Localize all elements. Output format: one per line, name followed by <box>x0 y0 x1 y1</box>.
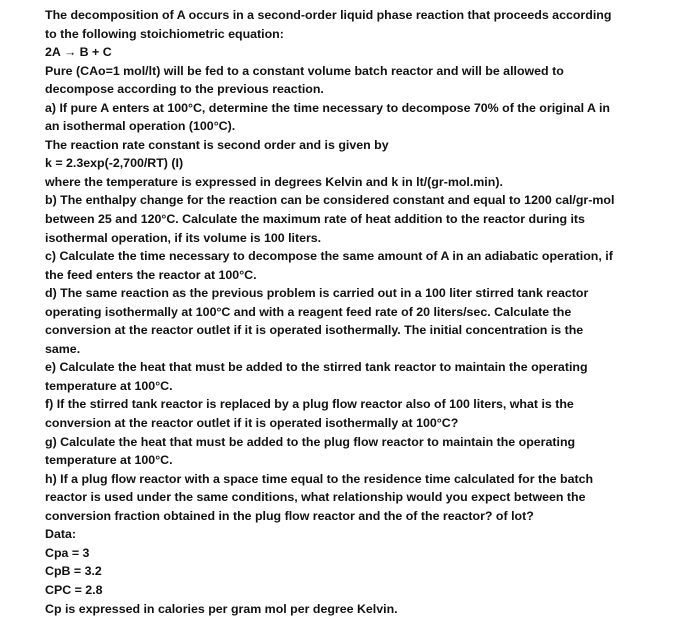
text-line: The decomposition of A occurs in a second-order liquid phase reaction that proceeds according <box>45 8 612 22</box>
text-line: isothermal operation, if its volume is 100 liters. <box>45 230 322 245</box>
rate-constant-equation: k = 2.3exp(-2,700/RT) (I) <box>45 156 184 171</box>
text-line: between 25 and 120°C. Calculate the maximum rate of heat addition to the reactor during its <box>45 212 585 227</box>
question-h: h) If a plug flow reactor with a space time equal to the residence time calculated for the batch <box>45 471 594 486</box>
text-line: reactor is used under the same conditions, what relationship would you expect between the <box>45 490 586 505</box>
question-f: f) If the stirred tank reactor is replaced by a plug flow reactor also of 100 liters, what is the <box>45 397 574 412</box>
text-line: conversion at the reactor outlet if it is operated isothermally at 100°C? <box>45 416 459 431</box>
data-cpa: Cpa = 3 <box>45 545 90 560</box>
question-b: b) The enthalpy change for the reaction can be considered constant and equal to 1200 cal/gr-mol <box>45 193 615 208</box>
question-e: e) Calculate the heat that must be added to the stirred tank reactor to maintain the operating <box>45 360 588 375</box>
text-line: temperature at 100°C. <box>45 378 173 393</box>
text-line: operating isothermally at 100°C and with a reagent feed rate of 20 liters/sec. Calculate the <box>45 304 572 319</box>
text-line: where the temperature is expressed in degrees Kelvin and k in lt/(gr-mol.min). <box>45 174 503 189</box>
question-g: g) Calculate the heat that must be added to the plug flow reactor to maintain the operating <box>45 434 576 449</box>
text-line: conversion at the reactor outlet if it is operated isothermally. The initial concentration is the <box>45 323 584 338</box>
text-line: an isothermal operation (100°C). <box>45 119 236 134</box>
text-line: to the following stoichiometric equation: <box>45 26 284 41</box>
text-line: temperature at 100°C. <box>45 453 173 468</box>
question-d: d) The same reaction as the previous problem is carried out in a 100 liter stirred tank reactor <box>45 286 589 301</box>
stoichiometric-equation: 2A → B + C <box>45 45 112 60</box>
text-line: Pure (CAo=1 mol/lt) will be fed to a constant volume batch reactor and will be allowed to <box>45 63 564 78</box>
problem-text <box>45 6 685 618</box>
data-units-note: Cp is expressed in calories per gram mol per degree Kelvin. <box>45 601 398 616</box>
question-c: c) Calculate the time necessary to decompose the same amount of A in an adiabatic operation, if <box>45 249 613 264</box>
text-line: same. <box>45 341 81 356</box>
text-line: decompose according to the previous reaction. <box>45 82 324 97</box>
text-line: conversion fraction obtained in the plug flow reactor and the of the reactor? of lot? <box>45 508 534 523</box>
data-heading: Data: <box>45 527 76 542</box>
data-cpb: CpB = 3.2 <box>45 564 102 579</box>
question-a: a) If pure A enters at 100°C, determine the time necessary to decompose 70% of the original A in <box>45 100 610 115</box>
text-line: The reaction rate constant is second order and is given by <box>45 137 389 152</box>
data-cpc: CPC = 2.8 <box>45 582 103 597</box>
text-line: the feed enters the reactor at 100°C. <box>45 267 257 282</box>
